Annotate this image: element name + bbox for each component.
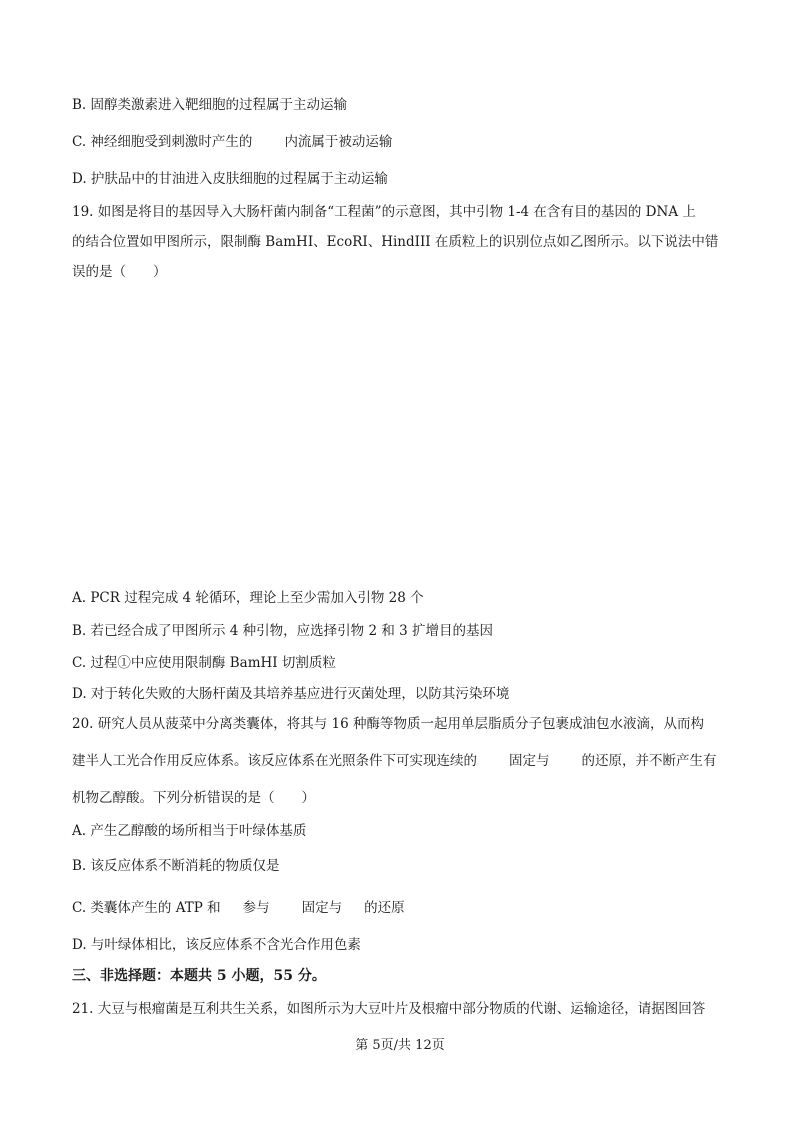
- q20-stem-line-2-a: 建半人工光合作用反应体系。该反应体系在光照条件下可实现连续的: [72, 753, 477, 769]
- q18-option-c: [72, 133, 392, 151]
- q20-stem-line-2-b: 固定与: [509, 753, 550, 769]
- q19-option-b: B. 若已经合成了甲图所示 4 种引物，应选择引物 2 和 3 扩增目的基因: [72, 623, 494, 639]
- q20-stem-line-2-c: 的还原，并不断产生有: [581, 753, 717, 769]
- q18-option-b: B. 固醇类激素进入靶细胞的过程属于主动运输: [72, 97, 348, 113]
- q20-option-c-d: 的还原: [364, 900, 405, 916]
- q20-stem-line-2: [72, 752, 717, 770]
- q20-option-c-a: C. 类囊体产生的 ATP 和: [72, 900, 221, 916]
- q20-option-c: [72, 899, 405, 917]
- q19-stem-line-1: 19. 如图是将目的基因导入大肠杆菌内制备“工程菌”的示意图，其中引物 1-4 在含有目的基因的 DNA 上: [72, 204, 696, 220]
- q19-figure-placeholder: [72, 290, 728, 580]
- q18-option-c-text-2: 内流属于被动运输: [284, 134, 393, 150]
- q20-stem-line-1: 20. 研究人员从菠菜中分离类囊体，将其与 16 种酶等物质一起用单层脂质分子包裹成油包水液滴，从而构: [72, 716, 705, 732]
- q18-option-c-text-1: C. 神经细胞受到刺激时产生的: [72, 134, 253, 150]
- q20-stem-line-3: 机物乙醇酸。下列分析错误的是（ ）: [72, 790, 315, 806]
- q20-option-b: B. 该反应体系不断消耗的物质仅是: [72, 858, 280, 874]
- q20-option-a: A. 产生乙醇酸的场所相当于叶绿体基质: [72, 823, 307, 839]
- section-heading: 三、非选择题：本题共 5 小题，55 分。: [72, 968, 326, 984]
- q20-option-c-b: 参与: [242, 900, 270, 916]
- q20-option-c-c: 固定与: [301, 900, 343, 916]
- q18-option-d: D. 护肤品中的甘油进入皮肤细胞的过程属于主动运输: [72, 171, 388, 187]
- q19-stem-line-3: 误的是（ ）: [72, 264, 167, 280]
- q19-stem-line-2: 的结合位置如甲图所示，限制酶 BamHI、EcoRI、HindIII 在质粒上的识别位点如乙图所示。以下说法中错: [72, 234, 719, 250]
- q19-option-a: A. PCR 过程完成 4 轮循环，理论上至少需加入引物 28 个: [72, 590, 424, 606]
- q19-option-d: D. 对于转化失败的大肠杆菌及其培养基应进行灭菌处理，以防其污染环境: [72, 686, 510, 702]
- q20-option-d: D. 与叶绿体相比，该反应体系不含光合作用色素: [72, 937, 361, 953]
- q19-option-c: C. 过程①中应使用限制酶 BamHI 切割质粒: [72, 655, 336, 671]
- page-footer: 第 5页/共 12页: [355, 1038, 445, 1053]
- q21-stem-line-1: 21. 大豆与根瘤菌是互利共生关系，如图所示为大豆叶片及根瘤中部分物质的代谢、运输途径，请据图回答: [72, 1001, 706, 1017]
